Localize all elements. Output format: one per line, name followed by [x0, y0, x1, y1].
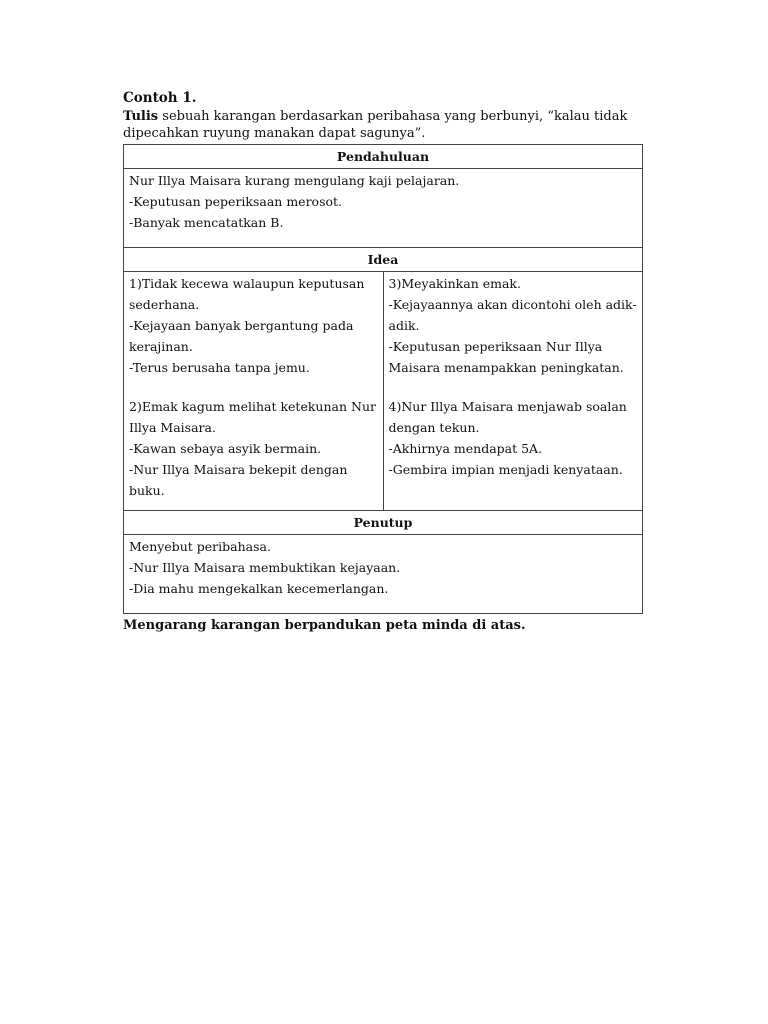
- prompt-text: sebuah karangan berdasarkan peribahasa yang berbunyi, “kalau tidak dipecahkan ruyung manakan dapat sagunya”.: [123, 109, 628, 141]
- idea-line: -Keputusan peperiksaan Nur Illya Maisara menampakkan peningkatan.: [388, 339, 624, 375]
- intro-line: -Banyak mencatatkan B.: [129, 215, 284, 230]
- idea-line: 2)Emak kagum melihat ketekunan Nur Illya Maisara.: [129, 399, 376, 435]
- idea-line: 4)Nur Illya Maisara menjawab soalan dengan tekun.: [388, 399, 627, 435]
- idea-line: -Terus berusaha tanpa jemu.: [129, 360, 310, 375]
- closing-content: [124, 535, 643, 614]
- example-heading: Contoh 1.: [123, 90, 197, 106]
- closing-line: -Dia mahu mengekalkan kecemerlangan.: [129, 581, 389, 596]
- closing-line: Menyebut peribahasa.: [129, 539, 271, 554]
- idea-line: -Akhirnya mendapat 5A.: [388, 441, 543, 456]
- idea-line: 1)Tidak kecewa walaupun keputusan sederhana.: [129, 276, 365, 312]
- intro-header: Pendahuluan: [124, 145, 643, 169]
- mind-map-table: [123, 144, 643, 614]
- intro-line: Nur Illya Maisara kurang mengulang kaji pelajaran.: [129, 173, 460, 188]
- idea-line: -Kejayaannya akan dicontohi oleh adik-adik.: [388, 297, 637, 333]
- footer-instruction: Mengarang karangan berpandukan peta minda di atas.: [123, 618, 526, 633]
- idea-line: 3)Meyakinkan emak.: [388, 276, 521, 291]
- idea-line: -Kawan sebaya asyik bermain.: [129, 441, 322, 456]
- idea-line: -Nur Illya Maisara bekepit dengan buku.: [129, 462, 348, 498]
- intro-line: -Keputusan peperiksaan merosot.: [129, 194, 343, 209]
- intro-content: [124, 169, 643, 248]
- idea-right-column: [383, 272, 643, 511]
- closing-line: -Nur Illya Maisara membuktikan kejayaan.: [129, 560, 401, 575]
- document: [123, 88, 643, 635]
- spacer: [129, 378, 378, 396]
- idea-line: -Kejayaan banyak bergantung pada kerajinan.: [129, 318, 354, 354]
- prompt-lead: Tulis: [123, 109, 159, 124]
- idea-line: -Gembira impian menjadi kenyataan.: [388, 462, 623, 477]
- idea-header: Idea: [124, 248, 643, 272]
- closing-header: Penutup: [124, 511, 643, 535]
- idea-left-column: [124, 272, 384, 511]
- essay-prompt: [123, 108, 643, 142]
- spacer: [389, 378, 638, 396]
